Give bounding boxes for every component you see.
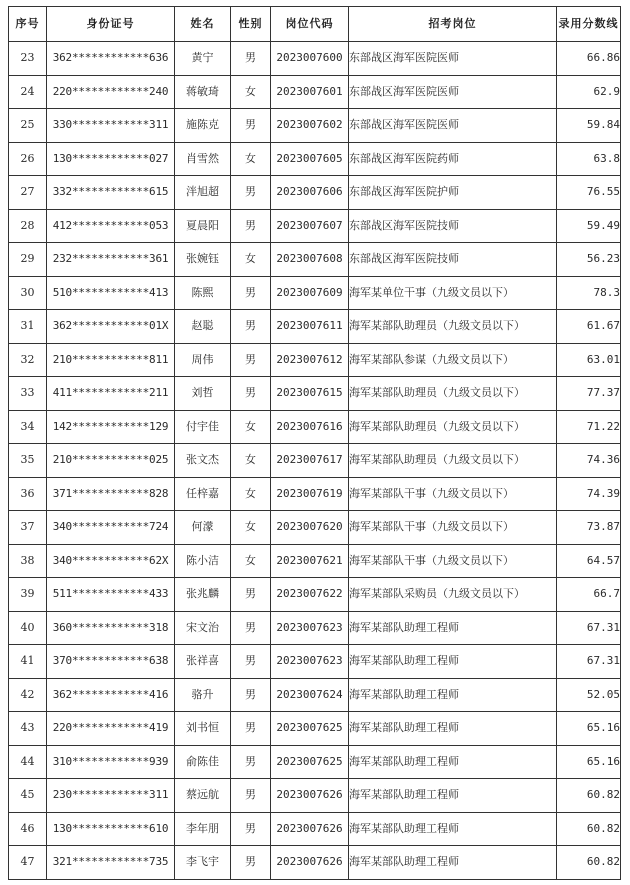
cell-post: 海军某部队助理工程师 — [349, 812, 557, 846]
cell-score: 66.86 — [557, 42, 621, 76]
cell-post: 海军某部队助理工程师 — [349, 678, 557, 712]
cell-score: 60.82 — [557, 812, 621, 846]
table-row — [9, 109, 621, 143]
cell-name: 夏晨阳 — [175, 209, 231, 243]
cell-post: 东部战区海军医院医师 — [349, 75, 557, 109]
cell-gender: 男 — [231, 812, 271, 846]
cell-name: 陈熙 — [175, 276, 231, 310]
cell-gender: 男 — [231, 611, 271, 645]
cell-name: 周伟 — [175, 343, 231, 377]
cell-name: 赵聪 — [175, 310, 231, 344]
cell-score: 71.22 — [557, 410, 621, 444]
cell-id-number: 332************615 — [47, 176, 175, 210]
table-row — [9, 75, 621, 109]
cell-score: 67.31 — [557, 611, 621, 645]
cell-gender: 女 — [231, 410, 271, 444]
cell-post: 东部战区海军医院医师 — [349, 109, 557, 143]
cell-post-code: 2023007611 — [271, 310, 349, 344]
cell-score: 62.9 — [557, 75, 621, 109]
table-header — [9, 7, 621, 42]
table-row — [9, 276, 621, 310]
cell-score: 59.84 — [557, 109, 621, 143]
cell-seq: 25 — [9, 109, 47, 143]
cell-id-number: 130************027 — [47, 142, 175, 176]
cell-seq: 41 — [9, 645, 47, 679]
cell-score: 60.82 — [557, 846, 621, 880]
cell-score: 78.3 — [557, 276, 621, 310]
cell-post-code: 2023007624 — [271, 678, 349, 712]
cell-name: 任梓嘉 — [175, 477, 231, 511]
cell-seq: 34 — [9, 410, 47, 444]
cell-seq: 30 — [9, 276, 47, 310]
cell-name: 张文杰 — [175, 444, 231, 478]
cell-post: 海军某部队助理员（九级文员以下） — [349, 310, 557, 344]
table-row — [9, 444, 621, 478]
table-row — [9, 544, 621, 578]
cell-seq: 46 — [9, 812, 47, 846]
table-row — [9, 712, 621, 746]
cell-id-number: 330************311 — [47, 109, 175, 143]
table-row — [9, 243, 621, 277]
cell-gender: 女 — [231, 444, 271, 478]
cell-post: 海军某部队干事（九级文员以下） — [349, 477, 557, 511]
cell-gender: 男 — [231, 176, 271, 210]
cell-gender: 女 — [231, 544, 271, 578]
cell-post: 海军某部队助理工程师 — [349, 611, 557, 645]
cell-seq: 37 — [9, 511, 47, 545]
cell-id-number: 232************361 — [47, 243, 175, 277]
header-seq: 序号 — [9, 7, 47, 42]
cell-id-number: 510************413 — [47, 276, 175, 310]
cell-id-number: 371************828 — [47, 477, 175, 511]
cell-id-number: 210************025 — [47, 444, 175, 478]
cell-score: 56.23 — [557, 243, 621, 277]
cell-post: 海军某部队干事（九级文员以下） — [349, 511, 557, 545]
cell-post: 海军某部队助理员（九级文员以下） — [349, 410, 557, 444]
cell-id-number: 321************735 — [47, 846, 175, 880]
cell-name: 骆升 — [175, 678, 231, 712]
cell-score: 59.49 — [557, 209, 621, 243]
cell-post-code: 2023007620 — [271, 511, 349, 545]
cell-seq: 35 — [9, 444, 47, 478]
cell-gender: 男 — [231, 209, 271, 243]
cell-seq: 44 — [9, 745, 47, 779]
cell-post: 东部战区海军医院技师 — [349, 243, 557, 277]
cell-id-number: 362************416 — [47, 678, 175, 712]
table-row — [9, 209, 621, 243]
table-row — [9, 343, 621, 377]
cell-id-number: 340************724 — [47, 511, 175, 545]
cell-post-code: 2023007606 — [271, 176, 349, 210]
cell-id-number: 310************939 — [47, 745, 175, 779]
cell-seq: 31 — [9, 310, 47, 344]
header-post: 招考岗位 — [349, 7, 557, 42]
cell-post: 海军某部队干事（九级文员以下） — [349, 544, 557, 578]
cell-gender: 男 — [231, 779, 271, 813]
cell-gender: 男 — [231, 578, 271, 612]
cell-id-number: 511************433 — [47, 578, 175, 612]
table-row — [9, 578, 621, 612]
cell-seq: 47 — [9, 846, 47, 880]
cell-name: 何濛 — [175, 511, 231, 545]
table-row — [9, 645, 621, 679]
cell-post: 海军某部队助理工程师 — [349, 712, 557, 746]
cell-post-code: 2023007626 — [271, 779, 349, 813]
cell-score: 67.31 — [557, 645, 621, 679]
table-row — [9, 410, 621, 444]
cell-gender: 男 — [231, 377, 271, 411]
cell-name: 肖雪然 — [175, 142, 231, 176]
cell-gender: 男 — [231, 310, 271, 344]
cell-name: 俞陈佳 — [175, 745, 231, 779]
table-row — [9, 678, 621, 712]
cell-post-code: 2023007608 — [271, 243, 349, 277]
cell-seq: 28 — [9, 209, 47, 243]
cell-name: 陈小洁 — [175, 544, 231, 578]
cell-post: 东部战区海军医院护师 — [349, 176, 557, 210]
table-row — [9, 310, 621, 344]
cell-gender: 男 — [231, 343, 271, 377]
cell-score: 76.55 — [557, 176, 621, 210]
cell-gender: 女 — [231, 243, 271, 277]
cell-id-number: 340************62X — [47, 544, 175, 578]
cell-score: 63.8 — [557, 142, 621, 176]
cell-id-number: 220************419 — [47, 712, 175, 746]
cell-post: 海军某部队助理工程师 — [349, 745, 557, 779]
cell-score: 74.36 — [557, 444, 621, 478]
cell-gender: 男 — [231, 109, 271, 143]
cell-name: 泮旭超 — [175, 176, 231, 210]
cell-post-code: 2023007622 — [271, 578, 349, 612]
cell-gender: 女 — [231, 511, 271, 545]
header-score: 录用分数线 — [557, 7, 621, 42]
cell-score: 65.16 — [557, 745, 621, 779]
cell-post-code: 2023007615 — [271, 377, 349, 411]
cell-post-code: 2023007625 — [271, 745, 349, 779]
cell-post: 海军某部队助理工程师 — [349, 645, 557, 679]
cell-gender: 女 — [231, 477, 271, 511]
table-row — [9, 745, 621, 779]
cell-post: 东部战区海军医院技师 — [349, 209, 557, 243]
cell-post-code: 2023007605 — [271, 142, 349, 176]
cell-seq: 23 — [9, 42, 47, 76]
cell-score: 66.7 — [557, 578, 621, 612]
cell-gender: 女 — [231, 142, 271, 176]
cell-score: 60.82 — [557, 779, 621, 813]
cell-post: 海军某部队助理员（九级文员以下） — [349, 377, 557, 411]
cell-gender: 男 — [231, 712, 271, 746]
cell-post-code: 2023007626 — [271, 846, 349, 880]
cell-seq: 43 — [9, 712, 47, 746]
cell-post: 东部战区海军医院医师 — [349, 42, 557, 76]
cell-score: 77.37 — [557, 377, 621, 411]
cell-gender: 男 — [231, 846, 271, 880]
cell-seq: 45 — [9, 779, 47, 813]
header-gender: 性别 — [231, 7, 271, 42]
cell-id-number: 362************01X — [47, 310, 175, 344]
cell-seq: 29 — [9, 243, 47, 277]
table-row — [9, 779, 621, 813]
cell-id-number: 360************318 — [47, 611, 175, 645]
cell-post-code: 2023007601 — [271, 75, 349, 109]
cell-name: 张兆麟 — [175, 578, 231, 612]
document-page — [8, 6, 620, 880]
cell-score: 63.01 — [557, 343, 621, 377]
cell-gender: 男 — [231, 645, 271, 679]
cell-seq: 24 — [9, 75, 47, 109]
cell-id-number: 362************636 — [47, 42, 175, 76]
table-row — [9, 142, 621, 176]
cell-post: 海军某部队助理员（九级文员以下） — [349, 444, 557, 478]
cell-post: 海军某部队采购员（九级文员以下） — [349, 578, 557, 612]
cell-seq: 40 — [9, 611, 47, 645]
cell-gender: 女 — [231, 75, 271, 109]
cell-name: 张婉钰 — [175, 243, 231, 277]
cell-gender: 男 — [231, 678, 271, 712]
cell-name: 刘书恒 — [175, 712, 231, 746]
table-row — [9, 611, 621, 645]
header-id-number: 身份证号 — [47, 7, 175, 42]
cell-seq: 32 — [9, 343, 47, 377]
cell-score: 52.05 — [557, 678, 621, 712]
cell-seq: 26 — [9, 142, 47, 176]
cell-post-code: 2023007626 — [271, 812, 349, 846]
cell-id-number: 130************610 — [47, 812, 175, 846]
cell-id-number: 230************311 — [47, 779, 175, 813]
cell-post-code: 2023007609 — [271, 276, 349, 310]
cell-name: 宋文治 — [175, 611, 231, 645]
header-row — [9, 7, 621, 42]
cell-score: 64.57 — [557, 544, 621, 578]
cell-id-number: 412************053 — [47, 209, 175, 243]
cell-name: 刘哲 — [175, 377, 231, 411]
table-row — [9, 377, 621, 411]
cell-gender: 男 — [231, 745, 271, 779]
cell-seq: 38 — [9, 544, 47, 578]
cell-post-code: 2023007607 — [271, 209, 349, 243]
cell-score: 73.87 — [557, 511, 621, 545]
cell-post-code: 2023007617 — [271, 444, 349, 478]
cell-post: 海军某部队助理工程师 — [349, 846, 557, 880]
cell-seq: 33 — [9, 377, 47, 411]
cell-seq: 36 — [9, 477, 47, 511]
cell-post-code: 2023007621 — [271, 544, 349, 578]
table-row — [9, 42, 621, 76]
header-post-code: 岗位代码 — [271, 7, 349, 42]
cell-gender: 男 — [231, 42, 271, 76]
cell-seq: 27 — [9, 176, 47, 210]
header-name: 姓名 — [175, 7, 231, 42]
cell-name: 施陈克 — [175, 109, 231, 143]
table-body — [9, 42, 621, 880]
cell-id-number: 142************129 — [47, 410, 175, 444]
cell-name: 张祥喜 — [175, 645, 231, 679]
cell-post-code: 2023007600 — [271, 42, 349, 76]
cell-post-code: 2023007612 — [271, 343, 349, 377]
cell-post-code: 2023007623 — [271, 611, 349, 645]
cell-name: 李飞宇 — [175, 846, 231, 880]
cell-gender: 男 — [231, 276, 271, 310]
table-row — [9, 846, 621, 880]
results-table — [8, 6, 621, 880]
cell-id-number: 411************211 — [47, 377, 175, 411]
cell-seq: 42 — [9, 678, 47, 712]
table-row — [9, 176, 621, 210]
table-row — [9, 511, 621, 545]
cell-id-number: 220************240 — [47, 75, 175, 109]
cell-score: 74.39 — [557, 477, 621, 511]
cell-post-code: 2023007625 — [271, 712, 349, 746]
cell-post: 海军某部队助理工程师 — [349, 779, 557, 813]
cell-name: 蒋敏琦 — [175, 75, 231, 109]
cell-post: 海军某部队参谋（九级文员以下） — [349, 343, 557, 377]
table-row — [9, 812, 621, 846]
table-row — [9, 477, 621, 511]
cell-id-number: 210************811 — [47, 343, 175, 377]
cell-post-code: 2023007623 — [271, 645, 349, 679]
cell-name: 付宇佳 — [175, 410, 231, 444]
cell-name: 蔡远航 — [175, 779, 231, 813]
cell-name: 李年朋 — [175, 812, 231, 846]
cell-score: 65.16 — [557, 712, 621, 746]
cell-post-code: 2023007616 — [271, 410, 349, 444]
cell-post-code: 2023007619 — [271, 477, 349, 511]
cell-post: 东部战区海军医院药师 — [349, 142, 557, 176]
cell-score: 61.67 — [557, 310, 621, 344]
cell-post-code: 2023007602 — [271, 109, 349, 143]
cell-name: 黄宁 — [175, 42, 231, 76]
cell-id-number: 370************638 — [47, 645, 175, 679]
cell-post: 海军某单位干事（九级文员以下） — [349, 276, 557, 310]
cell-seq: 39 — [9, 578, 47, 612]
